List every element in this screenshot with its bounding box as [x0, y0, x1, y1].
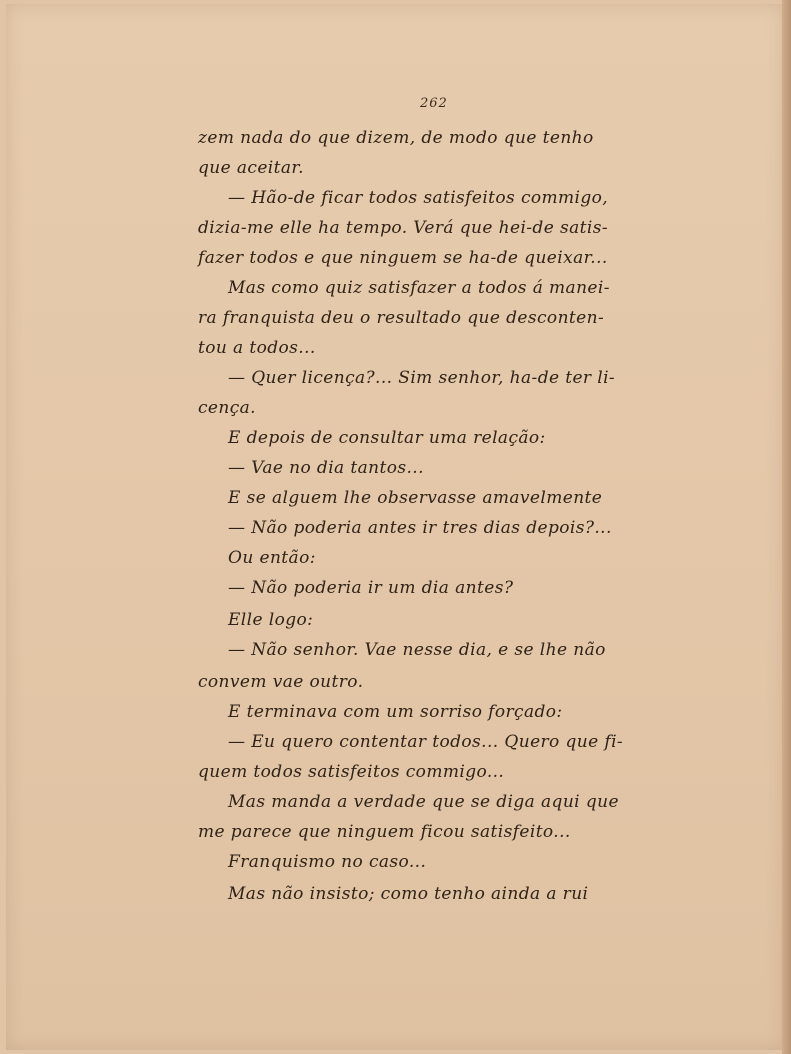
page-number: 262: [420, 96, 448, 111]
text-line: — Não poderia ir um dia antes?: [228, 578, 514, 598]
text-line: — Não senhor. Vae nesse dia, e se lhe não: [228, 640, 606, 660]
text-line: Ou então:: [228, 548, 316, 568]
text-line: zem nada do que dizem, de modo que tenho: [198, 128, 594, 148]
text-line: convem vae outro.: [198, 672, 364, 692]
text-line: — Vae no dia tantos...: [228, 458, 424, 478]
text-line: — Não poderia antes ir tres dias depois?...: [228, 518, 612, 538]
text-line: me parece que ninguem ficou satisfeito...: [198, 822, 571, 842]
text-line: quem todos satisfeitos commigo...: [198, 762, 505, 782]
text-line: fazer todos e que ninguem se ha-de queixar...: [198, 248, 608, 268]
text-line: Mas como quiz satisfazer a todos á manei-: [228, 278, 610, 298]
page-edge: [782, 0, 791, 1054]
text-line: Mas não insisto; como tenho ainda a rui: [228, 884, 589, 904]
text-line: E terminava com um sorriso forçado:: [228, 702, 563, 722]
text-line: — Hão-de ficar todos satisfeitos commigo,: [228, 188, 609, 208]
text-line: Elle logo:: [228, 610, 314, 630]
text-line: Mas manda a verdade que se diga aqui que: [228, 792, 619, 812]
text-line: E depois de consultar uma relação:: [228, 428, 546, 448]
text-line: — Quer licença?... Sim senhor, ha-de ter li-: [228, 368, 616, 388]
text-line: tou a todos...: [198, 338, 316, 358]
text-line: que aceitar.: [198, 158, 304, 178]
text-line: cença.: [198, 398, 256, 418]
text-line: ra franquista deu o resultado que desconten-: [198, 308, 605, 328]
text-line: dizia-me elle ha tempo. Verá que hei-de satis-: [198, 218, 608, 238]
text-line: E se alguem lhe observasse amavelmente: [228, 488, 603, 508]
text-line: — Eu quero contentar todos... Quero que fi-: [228, 732, 624, 752]
text-line: Franquismo no caso...: [228, 852, 427, 872]
